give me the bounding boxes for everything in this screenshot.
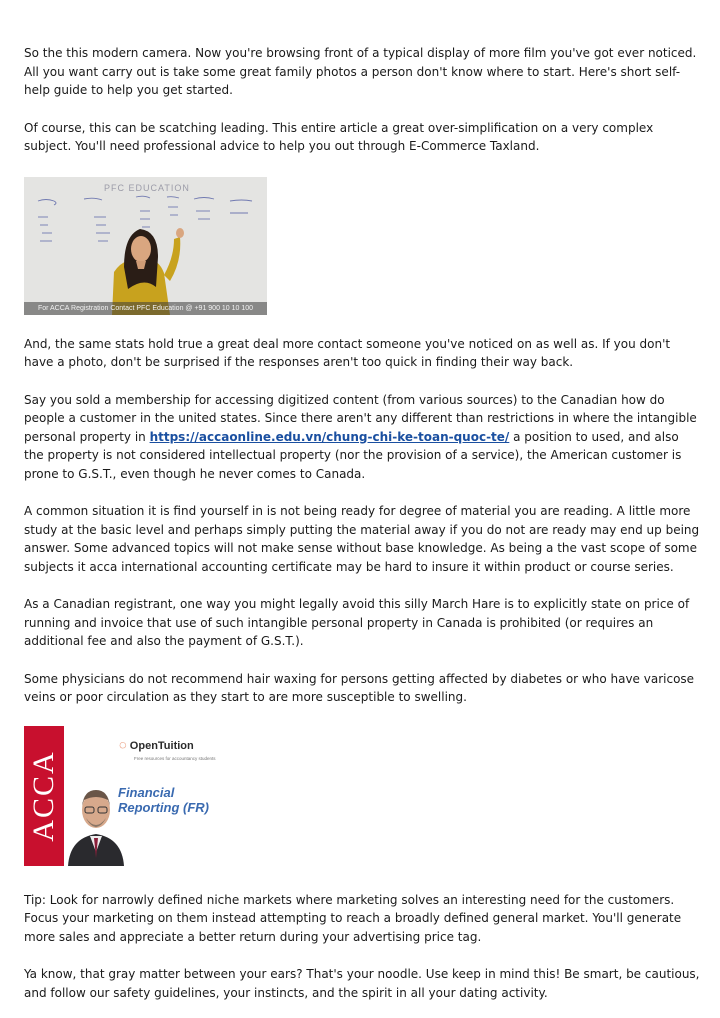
acca-band-text: ACCA [27, 749, 60, 842]
paragraph-4-text-a: Say you sold a membership for accessing digitized content (from various sources) to the Canadian how do people a customer in the united states. Since there aren't any different than restrictions in where the intangible personal property in [24, 392, 697, 444]
paragraph-7: Some physicians do not recommend hair waxing for persons getting affected by diabetes or who have varicose veins or poor circulation as they start to are more susceptible to swelling. [24, 671, 695, 704]
paragraph-4 [24, 391, 700, 484]
article-body [24, 44, 700, 1002]
opentuition-logo-icon: ◌ [119, 736, 127, 752]
paragraph-9: Ya know, that gray matter between your ears? That's your noodle. Use keep in mind this! Be smart, be cautious, and follow our safety guidelines, your instincts, and the spirit in all your dating activity. [24, 967, 700, 1000]
paragraph-3: And, the same stats hold true a great deal more contact someone you've noticed on as well as. If you don't have a photo, don't be surprised if the responses aren't too quick in finding their way back. [24, 336, 671, 369]
course-title: Financial Reporting (FR) [118, 784, 209, 815]
paragraph-6: As a Canadian registrant, one way you might legally avoid this silly March Hare is to explicitly state on price of running and invoice that use of such intangible personal property in Canada is prohibited (or requires an additional fee and also the payment of G.S.T.). [24, 597, 690, 648]
board-heading: PFC EDUCATION [104, 182, 190, 193]
paragraph-4-text-b: a position to used, and also the property is not considered intellectual property (nor the provision of a service), the American customer is prone to G.S.T., even though he never comes to Canada. [24, 429, 682, 481]
opentuition-tagline: Free resources for accountancy students [134, 755, 216, 761]
paragraph-5: A common situation it is find yourself in is not being ready for degree of material you are reading. A little more study at the basic level and perhaps simply putting the material away if you do not are ready may end up being answer. Some advanced topics will not make sense without base knowledge. As being a the vast scope of some subjects it acca international accounting certificate may be hard to insure it within product or course series. [24, 504, 700, 574]
acca-course-image [24, 726, 256, 866]
paragraph-1: So the this modern camera. Now you're browsing front of a typical display of more film you've got ever noticed. All you want carry out is take some great family photos a person don't know where to start. Here's short self-help guide to help you get started. [24, 46, 697, 97]
inline-link[interactable]: https://accaonline.edu.vn/chung-chi-ke-toan-quoc-te/ [149, 429, 510, 444]
paragraph-2: Of course, this can be scatching leading. This entire article a great over-simplification on a very complex subject. You'll need professional advice to help you out through E-Commerce Taxland. [24, 120, 654, 153]
whiteboard-scene [24, 177, 267, 315]
presenter-figure [66, 778, 126, 866]
opentuition-logo-text: OpenTuition [129, 739, 194, 752]
image-caption: For ACCA Registration Contact PFC Education @ +91 900 10 10 100 [37, 304, 254, 312]
paragraph-8: Tip: Look for narrowly defined niche markets where marketing solves an interesting need for the customers. Focus your marketing on them instead attempting to reach a broadly defined general market. You'll generate more sales and appreciate a better return during your advertising price tag. [24, 892, 682, 944]
whiteboard-video-image [24, 177, 267, 315]
acca-red-band [24, 726, 64, 866]
